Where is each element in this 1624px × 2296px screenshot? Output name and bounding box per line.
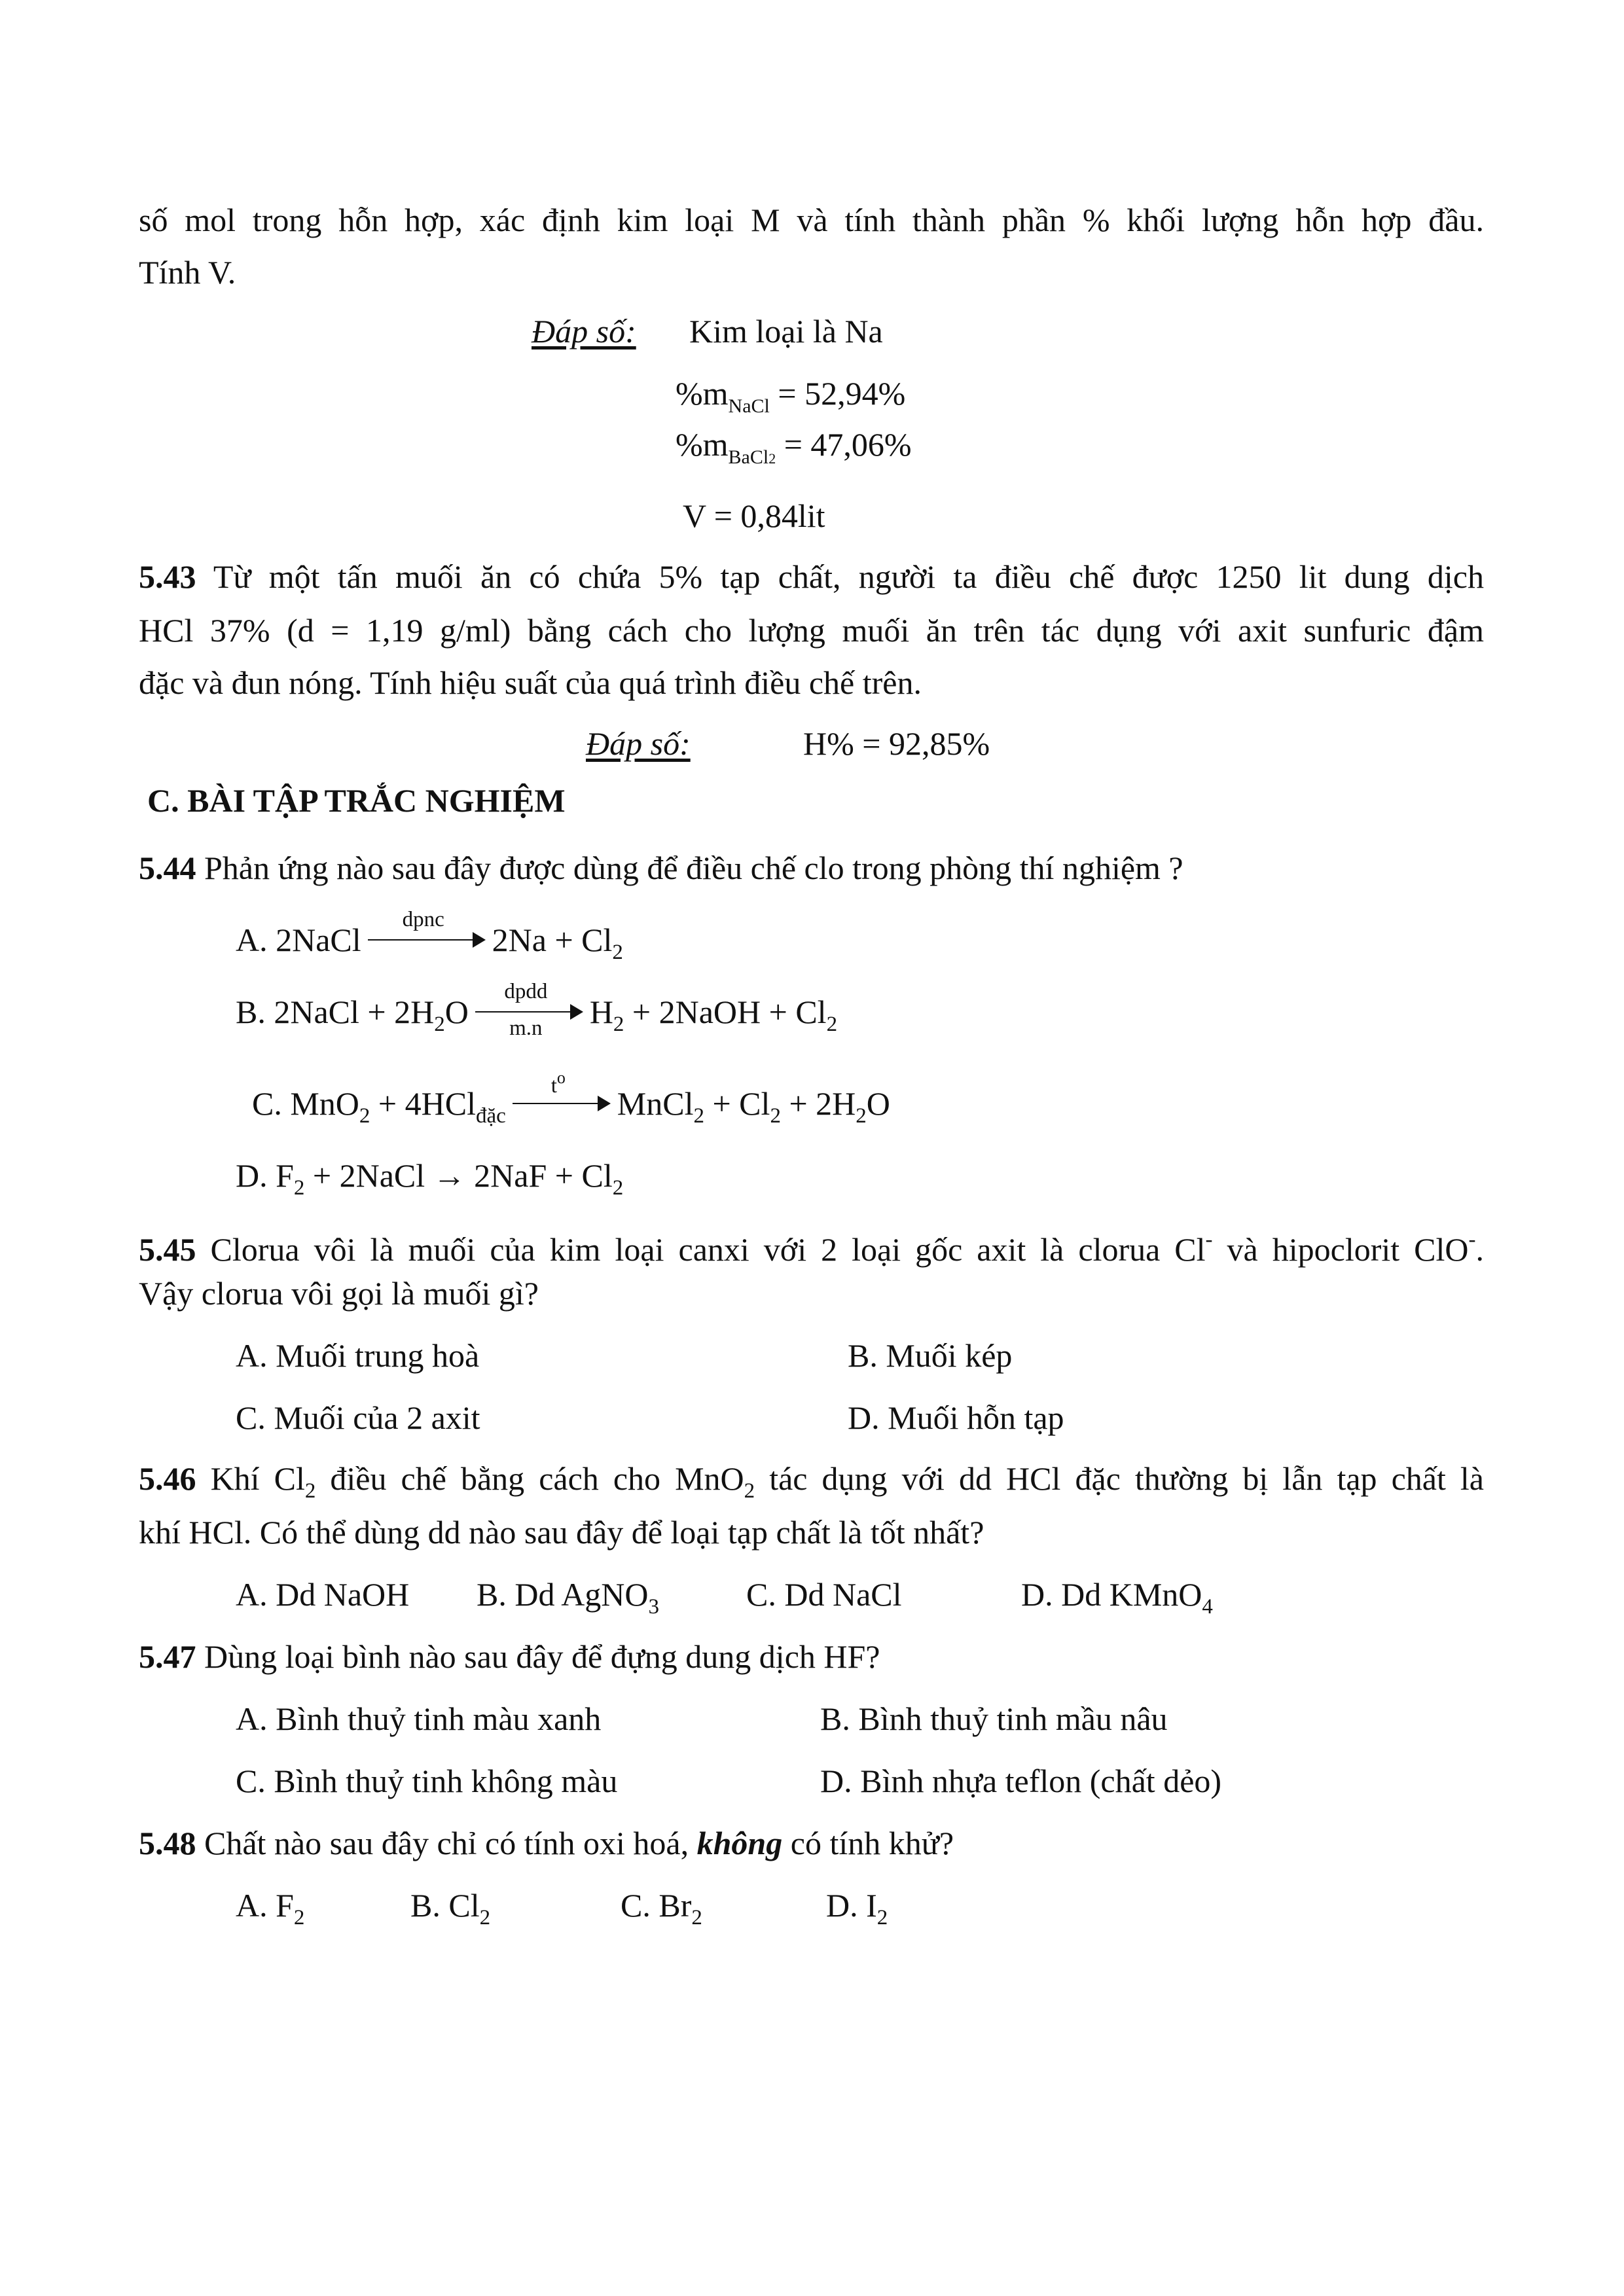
subscript: 2 [293,1176,305,1200]
q548-option-a-text: A. F [236,1887,294,1924]
subscript: 2 [744,1479,755,1503]
q544-c-r4: O [866,1085,890,1122]
answer-542-v: V = 0,84lit [683,497,825,534]
subscript: 2 [359,1104,370,1128]
q545-text-b: và hipoclorit ClO [1212,1231,1469,1268]
subscript: 2 [293,1906,305,1929]
q544-b-r2: + 2NaOH + Cl [624,994,827,1030]
q545-option-c: C. Muối của 2 axit [236,1399,480,1436]
superscript: - [1468,1228,1476,1251]
subscript: 2 [434,1013,445,1036]
nacl-subscript: NaCl [728,395,770,417]
q546-option-d-text: D. Dd KMnO [1021,1576,1202,1613]
q546-option-b-text: B. Dd AgNO [477,1576,649,1613]
arrow-condition-sup: o [556,1068,566,1087]
subscript: 2 [856,1104,867,1128]
arrow-condition: dpnc [402,908,444,931]
q544-a-left: A. 2NaCl [236,922,361,958]
q545-text-c: . [1475,1231,1485,1268]
arrow-condition [513,1066,604,1098]
q547-option-b: B. Bình thuỷ tinh mầu nâu [820,1700,1168,1737]
q543-line-3: đặc và đun nóng. Tính hiệu suất của quá trình điều chế trên. [139,664,922,701]
answer-label: Đáp số: [586,725,691,762]
q547-text: Dùng loại bình nào sau đây để đựng dung dịch HF? [204,1638,880,1675]
q546-number: 5.46 [139,1460,196,1497]
q544-c-1: C. MnO [252,1085,359,1122]
q547-option-a: A. Bình thuỷ tinh màu xanh [236,1700,602,1737]
q543-text-1: Từ một tấn muối ăn có chứa 5% tạp chất, người ta điều chế được 1250 lit dung dịch [213,558,1484,595]
subscript: 2 [612,941,623,964]
q544-option-a [236,908,623,973]
q544-number: 5.44 [139,850,196,886]
answer-542-bacl [676,424,912,479]
q544-text: Phản ứng nào sau đây được dùng để điều chế clo trong phòng thí nghiệm ? [204,850,1183,886]
q547-number: 5.47 [139,1638,196,1675]
section-c-title: C. BÀI TẬP TRẮC NGHIỆM [147,782,566,819]
q547-option-c: C. Bình thuỷ tinh không màu [236,1763,618,1799]
subscript: 2 [770,1104,781,1128]
bacl-subscript-text: BaCl [728,446,769,468]
subscript: 3 [648,1595,660,1619]
arrow-condition-top: dpdd [504,980,548,1003]
q544-d-1: D. F [236,1157,294,1194]
subscript: đặc [475,1104,506,1128]
q544-b-left-2: O [444,994,469,1030]
subscript: 2 [691,1906,702,1929]
q544-d-2: + 2NaCl → 2NaF + Cl [304,1157,613,1194]
reaction-arrow [475,980,583,1040]
q546-text-c: tác dụng với dd HCl đặc thường bị lẫn tạp chất là [755,1460,1484,1497]
q544-option-d [236,1155,623,1208]
q544-b-r1: H [589,994,613,1030]
reaction-arrow [368,908,486,951]
q545-text-a: Clorua vôi là muối của kim loại canxi với 2 loại gốc axit là clorua Cl [210,1231,1206,1268]
subscript: 2 [826,1013,838,1036]
q543-line-1 [139,556,1484,597]
q546-option-d [1021,1574,1213,1627]
q544-option-c [252,1068,890,1136]
bacl-subscript-2: 2 [768,450,776,467]
q548-option-b-text: B. Cl [410,1887,480,1924]
q546-line-1 [139,1458,1484,1511]
q548-number: 5.48 [139,1825,196,1861]
q546-line-2: khí HCl. Có thể dùng dd nào sau đây để loại tạp chất là tốt nhất? [139,1514,984,1551]
q543-answer: H% = 92,85% [803,725,990,762]
q546-option-c: C. Dd NaCl [746,1576,902,1613]
q544-c-r2: + Cl [704,1085,770,1122]
nacl-prefix: %m [676,375,729,412]
q544-c-2: + 4HCl [370,1085,476,1122]
q548-option-d [826,1885,888,1938]
q543-line-2: HCl 37% (d = 1,19 g/ml) bằng cách cho lượng muối ăn trên tác dụng với axit sunfuric đậm [139,612,1484,649]
q545-option-b: B. Muối kép [848,1337,1013,1374]
q546-option-b [477,1574,659,1627]
q544-c-r3: + 2H [780,1085,856,1122]
q544-a-right: 2Na + Cl [492,922,613,958]
q545-option-a: A. Muối trung hoà [236,1337,480,1374]
q545-number: 5.45 [139,1231,196,1268]
q548-text-a: Chất nào sau đây chỉ có tính oxi hoá, [204,1825,697,1861]
q547-option-d: D. Bình nhựa teflon (chất dẻo) [820,1763,1222,1799]
q544-question [139,848,1183,888]
subscript: 4 [1202,1595,1213,1619]
answer-542-nacl [676,373,905,427]
q546-text-a: Khí Cl [210,1460,305,1497]
q548-option-c-text: C. Br [621,1887,692,1924]
q548-option-a [236,1885,304,1938]
q544-option-b [236,980,838,1045]
q548-option-b [410,1885,490,1938]
q543-number: 5.43 [139,558,196,595]
subscript: 2 [693,1104,704,1128]
answer-label: Đáp số: [532,313,636,350]
q545-line-2: Vậy clorua vôi gọi là muối gì? [139,1275,539,1312]
q546-text-b: điều chế bằng cách cho MnO [316,1460,744,1497]
subscript: 2 [304,1479,316,1503]
q548-question [139,1823,954,1863]
answer-542-label [532,311,636,351]
bacl-value: = 47,06% [776,426,912,463]
q547-question [139,1636,880,1677]
subscript: 2 [876,1906,888,1929]
q544-c-r1: MnCl [617,1085,694,1122]
q548-option-c [621,1885,702,1938]
q548-text-b: có tính khử? [782,1825,954,1861]
bacl-prefix: %m [676,426,729,463]
subscript: 2 [612,1176,624,1200]
q544-b-left: B. 2NaCl + 2H [236,994,435,1030]
intro-line-1: số mol trong hỗn hợp, xác định kim loại M và tính thành phần % khối lượng hỗn hợp đầu. [139,202,1484,238]
subscript: 2 [613,1013,624,1036]
answer-542-metal: Kim loại là Na [689,313,883,350]
reaction-arrow [513,1068,611,1115]
subscript: 2 [479,1906,491,1929]
q548-emphasis: không [696,1825,783,1861]
q545-line-1 [139,1219,1484,1270]
q546-option-a: A. Dd NaOH [236,1576,410,1613]
superscript: - [1205,1228,1213,1251]
nacl-value: = 52,94% [769,375,906,412]
q543-answer-label [586,723,691,764]
arrow-condition-bottom: m.n [509,1016,543,1040]
arrow-condition-t: t [550,1074,557,1098]
bacl-subscript [729,446,776,468]
q548-option-d-text: D. I [826,1887,877,1924]
q545-option-d: D. Muối hỗn tạp [848,1399,1064,1436]
intro-line-2: Tính V. [139,254,236,291]
